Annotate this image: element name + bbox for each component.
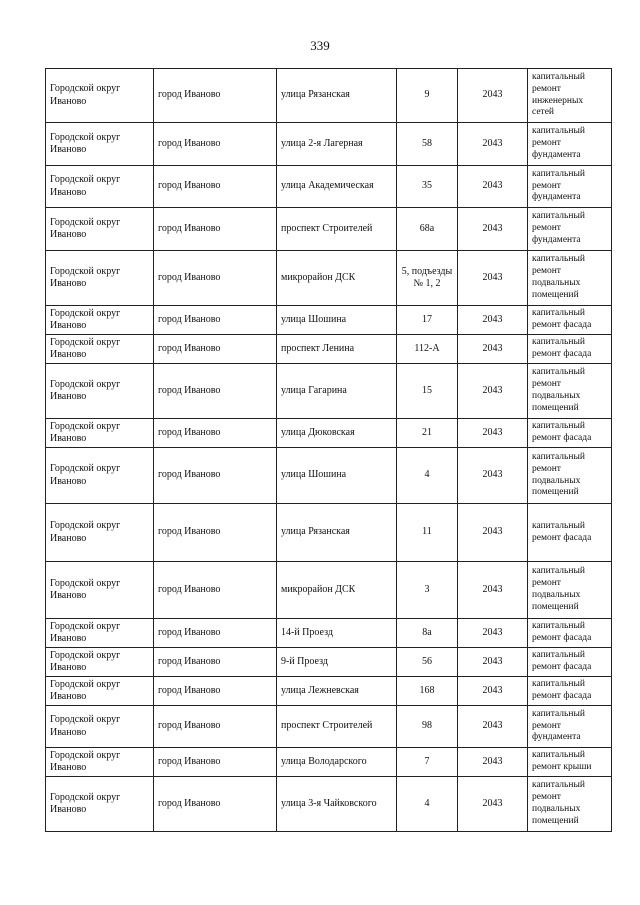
district-cell: Городской округ Иваново — [46, 306, 154, 335]
street-cell: улица Гагарина — [277, 364, 397, 419]
district-cell: Городской округ Иваново — [46, 562, 154, 619]
table-row — [46, 448, 612, 504]
year-cell: 2043 — [458, 419, 528, 448]
work-type-cell: капитальный ремонт фундамента — [528, 706, 612, 748]
city-cell: город Иваново — [154, 562, 277, 619]
house-cell: 21 — [397, 419, 458, 448]
city-cell: город Иваново — [154, 419, 277, 448]
street-cell: проспект Строителей — [277, 706, 397, 748]
district-cell: Городской округ Иваново — [46, 364, 154, 419]
house-cell: 9 — [397, 69, 458, 123]
district-cell: Городской округ Иваново — [46, 335, 154, 364]
district-cell: Городской округ Иваново — [46, 448, 154, 504]
house-cell: 3 — [397, 562, 458, 619]
table-row — [46, 208, 612, 251]
table-row — [46, 306, 612, 335]
district-cell: Городской округ Иваново — [46, 208, 154, 251]
work-type-cell: капитальный ремонт фасада — [528, 677, 612, 706]
house-cell: 168 — [397, 677, 458, 706]
street-cell: улица Дюковская — [277, 419, 397, 448]
district-cell: Городской округ Иваново — [46, 706, 154, 748]
city-cell: город Иваново — [154, 677, 277, 706]
table-row — [46, 504, 612, 562]
city-cell: город Иваново — [154, 69, 277, 123]
year-cell: 2043 — [458, 306, 528, 335]
district-cell: Городской округ Иваново — [46, 69, 154, 123]
city-cell: город Иваново — [154, 306, 277, 335]
work-type-cell: капитальный ремонт фасада — [528, 504, 612, 562]
house-cell: 4 — [397, 448, 458, 504]
district-cell: Городской округ Иваново — [46, 677, 154, 706]
house-cell: 17 — [397, 306, 458, 335]
repair-registry-table — [45, 68, 612, 832]
table-row — [46, 123, 612, 166]
year-cell: 2043 — [458, 166, 528, 208]
district-cell: Городской округ Иваново — [46, 166, 154, 208]
city-cell: город Иваново — [154, 364, 277, 419]
table-row — [46, 677, 612, 706]
district-cell: Городской округ Иваново — [46, 123, 154, 166]
year-cell: 2043 — [458, 619, 528, 648]
street-cell: 9-й Проезд — [277, 648, 397, 677]
house-cell: 11 — [397, 504, 458, 562]
district-cell: Городской округ Иваново — [46, 251, 154, 306]
year-cell: 2043 — [458, 504, 528, 562]
city-cell: город Иваново — [154, 335, 277, 364]
street-cell: проспект Строителей — [277, 208, 397, 251]
street-cell: микрорайон ДСК — [277, 251, 397, 306]
street-cell: улица Володарского — [277, 748, 397, 777]
street-cell: улица Академическая — [277, 166, 397, 208]
street-cell: улица 3-я Чайковского — [277, 777, 397, 832]
work-type-cell: капитальный ремонт фасада — [528, 306, 612, 335]
table-row — [46, 777, 612, 832]
table-row — [46, 335, 612, 364]
house-cell: 4 — [397, 777, 458, 832]
city-cell: город Иваново — [154, 166, 277, 208]
city-cell: город Иваново — [154, 777, 277, 832]
year-cell: 2043 — [458, 364, 528, 419]
house-cell: 5, подъезды № 1, 2 — [397, 251, 458, 306]
year-cell: 2043 — [458, 706, 528, 748]
house-cell: 58 — [397, 123, 458, 166]
page-number: 339 — [310, 38, 330, 53]
street-cell: микрорайон ДСК — [277, 562, 397, 619]
house-cell: 7 — [397, 748, 458, 777]
work-type-cell: капитальный ремонт фасада — [528, 648, 612, 677]
street-cell: улица Шошина — [277, 448, 397, 504]
year-cell: 2043 — [458, 69, 528, 123]
street-cell: улица 2-я Лагерная — [277, 123, 397, 166]
year-cell: 2043 — [458, 677, 528, 706]
city-cell: город Иваново — [154, 648, 277, 677]
work-type-cell: капитальный ремонт крыши — [528, 748, 612, 777]
year-cell: 2043 — [458, 208, 528, 251]
year-cell: 2043 — [458, 648, 528, 677]
district-cell: Городской округ Иваново — [46, 504, 154, 562]
house-cell: 112-А — [397, 335, 458, 364]
city-cell: город Иваново — [154, 208, 277, 251]
year-cell: 2043 — [458, 335, 528, 364]
house-cell: 98 — [397, 706, 458, 748]
street-cell: улица Шошина — [277, 306, 397, 335]
year-cell: 2043 — [458, 777, 528, 832]
work-type-cell: капитальный ремонт фасада — [528, 335, 612, 364]
city-cell: город Иваново — [154, 123, 277, 166]
work-type-cell: капитальный ремонт подвальных помещений — [528, 364, 612, 419]
table-row — [46, 251, 612, 306]
work-type-cell: капитальный ремонт фасада — [528, 419, 612, 448]
street-cell: улица Рязанская — [277, 504, 397, 562]
year-cell: 2043 — [458, 748, 528, 777]
house-cell: 35 — [397, 166, 458, 208]
city-cell: город Иваново — [154, 251, 277, 306]
work-type-cell: капитальный ремонт фасада — [528, 619, 612, 648]
table-row — [46, 364, 612, 419]
table-row — [46, 706, 612, 748]
table-row — [46, 419, 612, 448]
year-cell: 2043 — [458, 251, 528, 306]
table-row — [46, 748, 612, 777]
city-cell: город Иваново — [154, 448, 277, 504]
house-cell: 68а — [397, 208, 458, 251]
city-cell: город Иваново — [154, 504, 277, 562]
table-row — [46, 562, 612, 619]
year-cell: 2043 — [458, 562, 528, 619]
table-row — [46, 69, 612, 123]
district-cell: Городской округ Иваново — [46, 648, 154, 677]
work-type-cell: капитальный ремонт подвальных помещений — [528, 251, 612, 306]
street-cell: улица Рязанская — [277, 69, 397, 123]
house-cell: 15 — [397, 364, 458, 419]
house-cell: 56 — [397, 648, 458, 677]
work-type-cell: капитальный ремонт фундамента — [528, 166, 612, 208]
street-cell: проспект Ленина — [277, 335, 397, 364]
district-cell: Городской округ Иваново — [46, 619, 154, 648]
street-cell: 14-й Проезд — [277, 619, 397, 648]
city-cell: город Иваново — [154, 748, 277, 777]
district-cell: Городской округ Иваново — [46, 777, 154, 832]
work-type-cell: капитальный ремонт подвальных помещений — [528, 777, 612, 832]
work-type-cell: капитальный ремонт фундамента — [528, 123, 612, 166]
year-cell: 2043 — [458, 448, 528, 504]
house-cell: 8а — [397, 619, 458, 648]
work-type-cell: капитальный ремонт подвальных помещений — [528, 448, 612, 504]
work-type-cell: капитальный ремонт инженерных сетей — [528, 69, 612, 123]
street-cell: улица Лежневская — [277, 677, 397, 706]
table-row — [46, 648, 612, 677]
district-cell: Городской округ Иваново — [46, 419, 154, 448]
table-row — [46, 619, 612, 648]
work-type-cell: капитальный ремонт фундамента — [528, 208, 612, 251]
work-type-cell: капитальный ремонт подвальных помещений — [528, 562, 612, 619]
district-cell: Городской округ Иваново — [46, 748, 154, 777]
city-cell: город Иваново — [154, 619, 277, 648]
table-row — [46, 166, 612, 208]
city-cell: город Иваново — [154, 706, 277, 748]
year-cell: 2043 — [458, 123, 528, 166]
